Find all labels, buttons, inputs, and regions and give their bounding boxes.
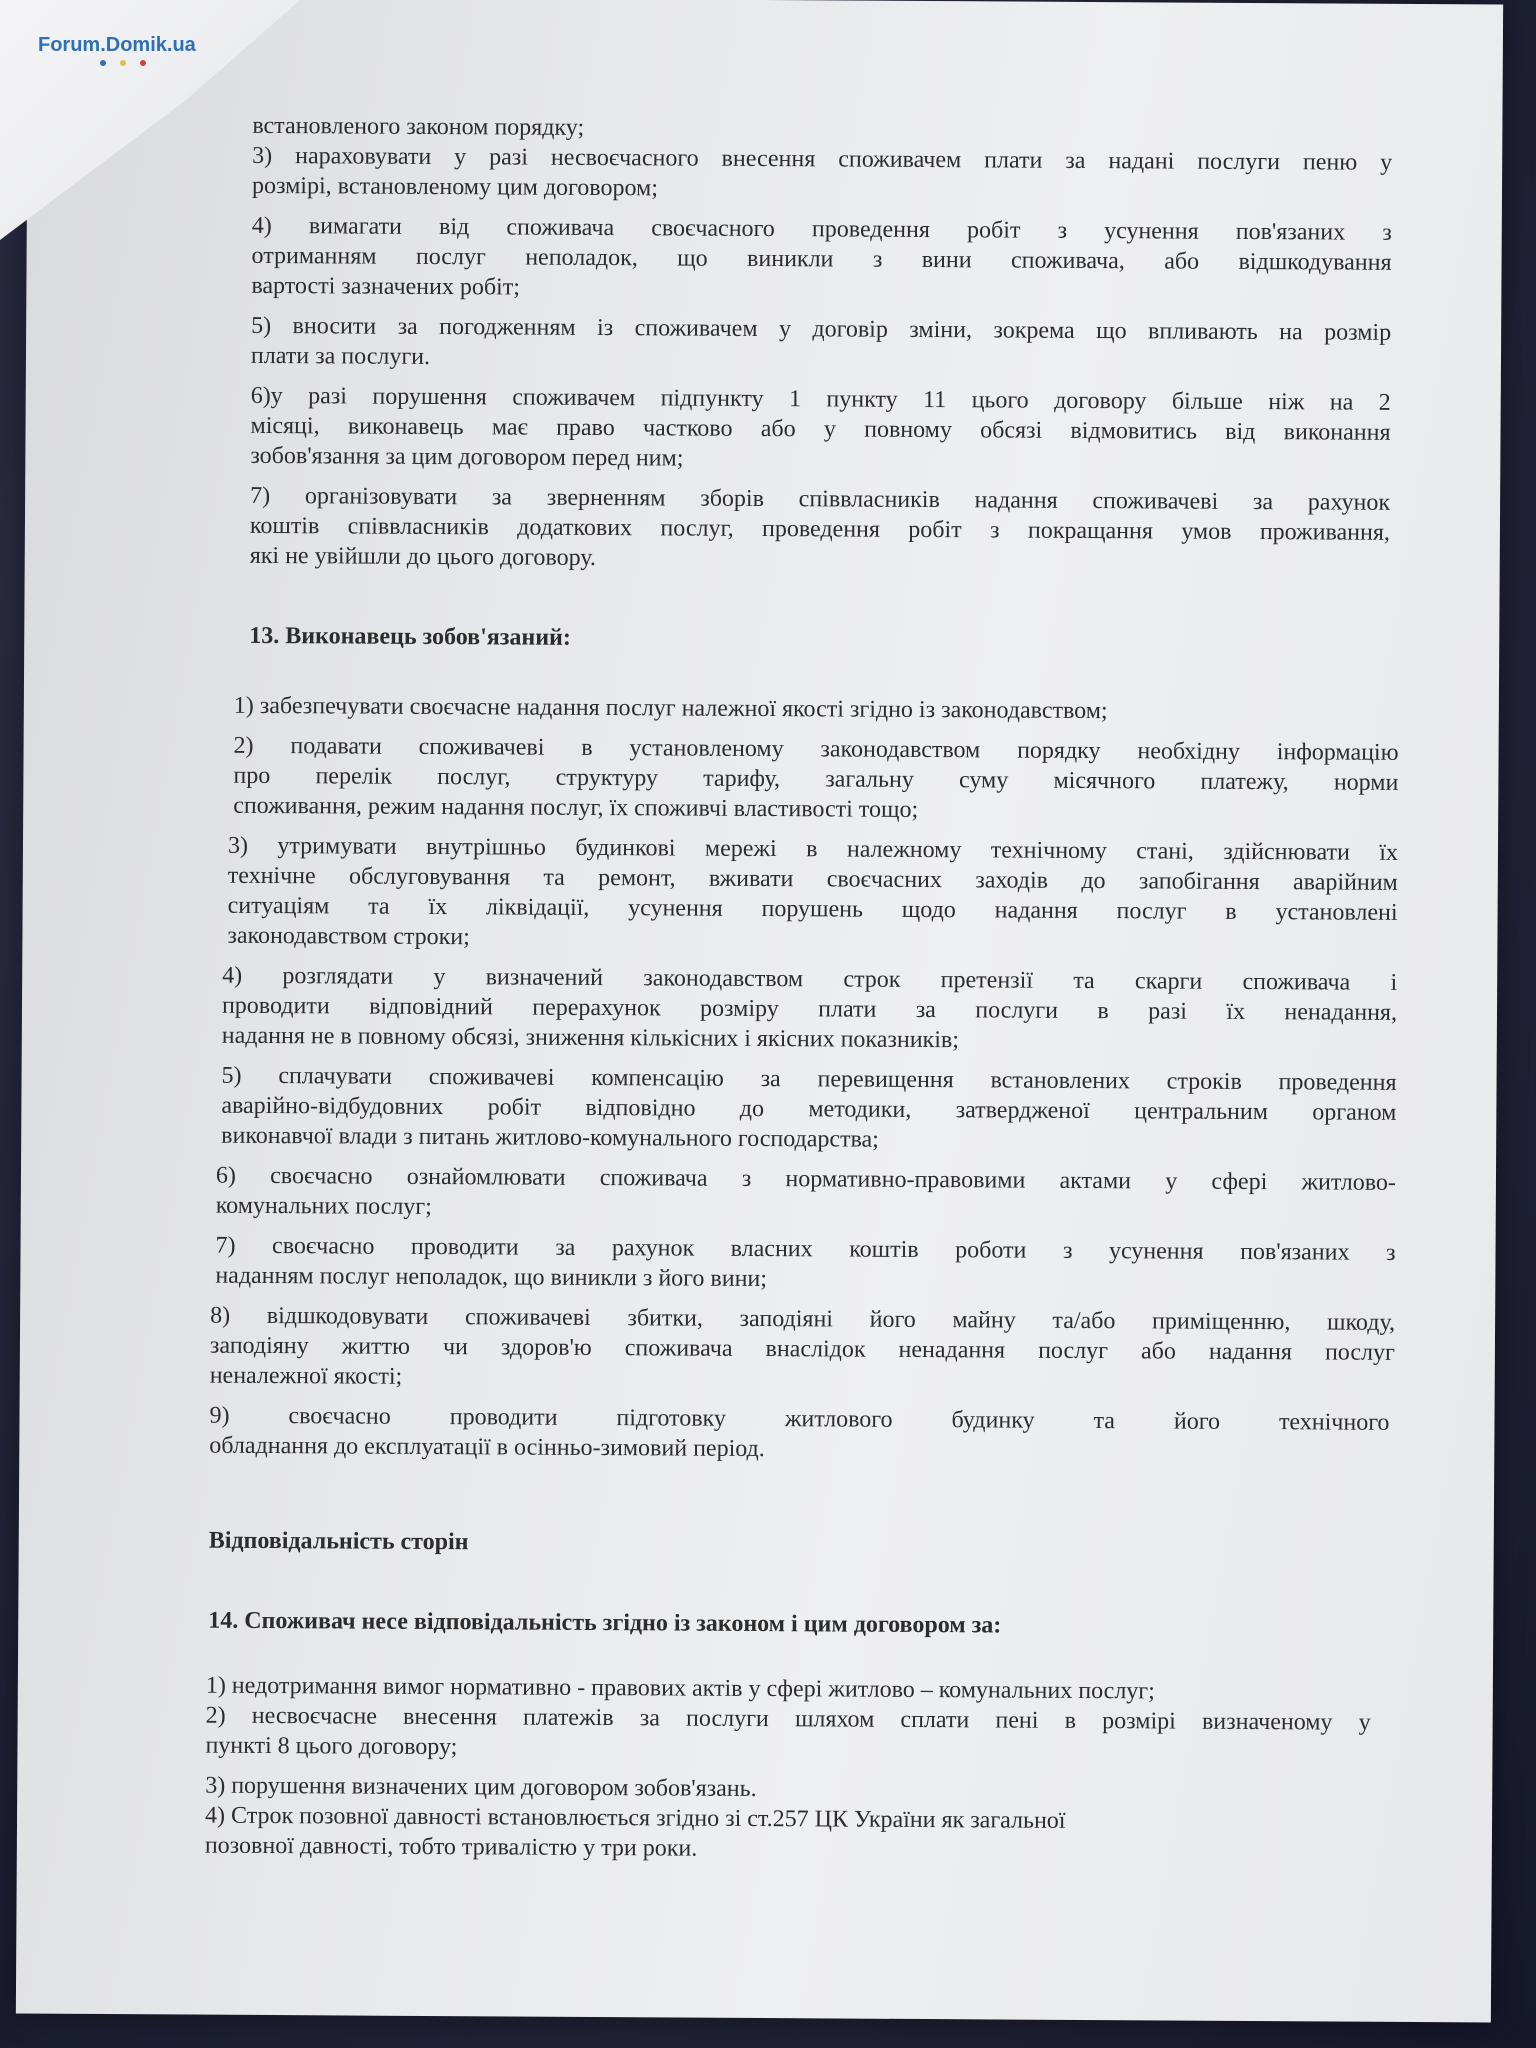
text-line: 1) забезпечувати своєчасне надання послуг належної якості згідно із законодавством; bbox=[233, 692, 1108, 725]
text-line: 7) організовувати за зверненням зборів співвласників надання споживачеві за рахунок bbox=[250, 482, 1391, 516]
watermark-dots bbox=[100, 60, 146, 66]
text-line: коштів співвласників додаткових послуг, проведення робіт з покращання умов проживання, bbox=[249, 512, 1390, 546]
text-line: виконавчої влади з питань житлово-комунального господарства; bbox=[221, 1122, 879, 1153]
text-line: 3) нараховувати у разі несвоєчасного внесення споживачем плати за надані послуги пеню у bbox=[252, 142, 1393, 176]
text-line: 4) розглядати у визначений законодавством строк претензії та скарги споживача і bbox=[222, 962, 1398, 996]
watermark-dot bbox=[100, 60, 106, 66]
text-line: 2) подавати споживачеві в установленому законодавством порядку необхідну інформацію bbox=[233, 732, 1399, 766]
text-line: аварійно-відбудовних робіт відповідно до методики, затвердженої центральним органом bbox=[221, 1092, 1397, 1126]
text-line: проводити відповідний перерахунок розміру плати за послуги в разі їх ненадання, bbox=[221, 992, 1398, 1026]
text-line: позовної давності, тобто тривалістю у три роки. bbox=[204, 1832, 698, 1862]
text-line: 4) вимагати від споживача своєчасного проведення робіт з усунення пов'язаних з bbox=[251, 212, 1392, 246]
text-line: про перелік послуг, структуру тарифу, загальну суму місячного платежу, норми bbox=[233, 762, 1399, 796]
text-line: 9) своєчасно проводити підготовку житлового будинку та його технічного bbox=[209, 1402, 1390, 1436]
text-line: плати за послуги. bbox=[250, 342, 431, 370]
document-page bbox=[16, 0, 1503, 2022]
text-line: споживання, режим надання послуг, їх споживчі властивості тощо; bbox=[233, 792, 919, 823]
section-heading: Відповідальність сторін bbox=[208, 1527, 469, 1556]
text-line: комунальних послуг; bbox=[215, 1192, 432, 1221]
section-heading: 13. Виконавець зобов'язаний: bbox=[249, 622, 571, 651]
text-line: 4) Строк позовної давності встановлюється згідно зі ст.257 ЦК України як загальної bbox=[204, 1802, 1066, 1834]
watermark-dot bbox=[140, 60, 146, 66]
text-line: надання не в повному обсязі, зниження кількісних і якісних показників; bbox=[221, 1022, 960, 1054]
text-line: 3) утримувати внутрішньо будинкові мережі в належному технічному стані, здійснювати їх bbox=[227, 832, 1399, 866]
text-line: законодавством строки; bbox=[227, 922, 470, 951]
text-line: встановленого законом порядку; bbox=[252, 112, 585, 141]
text-line: заподіяну життю чи здоров'ю споживача внаслідок ненадання послуг або надання послуг bbox=[209, 1332, 1395, 1366]
text-line: неналежної якості; bbox=[209, 1362, 403, 1390]
section-heading: 14. Споживач несе відповідальність згідно із законом і цим договором за: bbox=[208, 1607, 1002, 1639]
text-line: які не увійшли до цього договору. bbox=[249, 542, 597, 571]
text-line: технічне обслуговування та ремонт, вживати своєчасних заходів до запобігання аварійним bbox=[227, 862, 1398, 896]
text-line: обладнання до експлуатації в осінньо-зимовий період. bbox=[209, 1432, 765, 1463]
text-line: 5) сплачувати споживачеві компенсацію за перевищення встановлених строків проведення bbox=[221, 1062, 1397, 1096]
text-line: 7) своєчасно проводити за рахунок власних коштів роботи з усунення пов'язаних з bbox=[215, 1232, 1396, 1266]
text-line: 8) відшкодовувати споживачеві збитки, заподіяні його майну та/або приміщенню, шкоду, bbox=[210, 1302, 1396, 1336]
document-text bbox=[16, 0, 1503, 2022]
text-line: ситуаціям та їх ліквідації, усунення порушень щодо надання послуг в установлені bbox=[227, 892, 1398, 926]
text-line: місяці, виконавець має право частково або у повному обсязі відмовитись від виконання bbox=[250, 412, 1391, 446]
text-line: 2) несвоєчасне внесення платежів за послуги шляхом сплати пені в розмірі визначеному у bbox=[205, 1702, 1371, 1736]
text-line: наданням послуг неполадок, що виникли з його вини; bbox=[215, 1262, 768, 1293]
text-line: розмірі, встановленому цим договором; bbox=[251, 172, 658, 202]
text-line: 1) недотримання вимог нормативно - правових актів у сфері житлово – комунальних послуг; bbox=[205, 1672, 1155, 1705]
text-line: зобов'язання за цим договором перед ним; bbox=[250, 442, 684, 472]
text-line: 5) вносити за погодженням із споживачем у договір зміни, зокрема що впливають на розмір bbox=[251, 312, 1392, 346]
text-line: отриманням послуг неполадок, що виникли з вини споживача, або відшкодування bbox=[251, 242, 1392, 276]
watermark-dot bbox=[120, 60, 126, 66]
watermark-logo: Forum.Domik.ua bbox=[38, 34, 196, 56]
text-line: вартості зазначених робіт; bbox=[251, 272, 521, 301]
text-line: 3) порушення визначених цим договором зобов'язань. bbox=[205, 1772, 757, 1802]
text-line: 6) своєчасно ознайомлювати споживача з нормативно-правовими актами у сфері житлово- bbox=[215, 1162, 1397, 1196]
text-line: 6)у разі порушення споживачем підпункту 1 пункту 11 цього договору більше ніж на 2 bbox=[250, 382, 1391, 416]
text-line: пункті 8 цього договору; bbox=[205, 1732, 458, 1761]
